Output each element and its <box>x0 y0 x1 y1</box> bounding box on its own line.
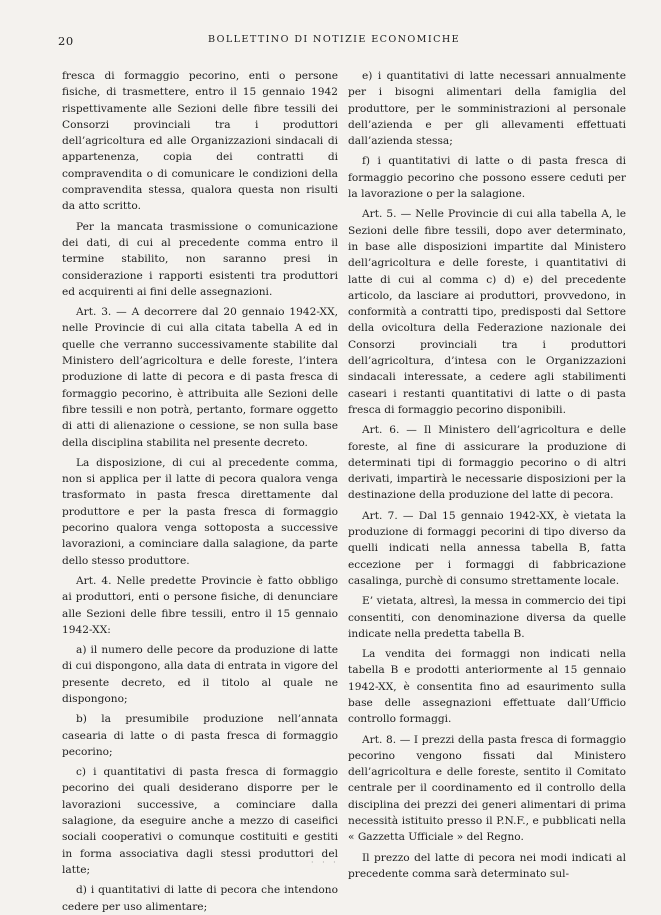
paragraph: fresca di formaggio pecorino, enti o persone fisiche, di trasmettere, entro il 15 gennaio 1942 rispettivamente alle Sezioni delle fibre tessili dei Consorzi provinciali tra i produttori dell’agricoltura ed alle Organizzazioni sindacali di appartenenza, copia dei contratti di compravendita o di comunicare le condizioni della compravendita stessa, qualora questa non risulti da atto scritto. <box>62 70 338 213</box>
scan-artifact: · · · <box>311 858 339 867</box>
paragraph: Il prezzo del latte di pecora nei modi indicati al precedente comma sarà determinato sul- <box>348 851 626 880</box>
list-item-d: d) i quantitativi di latte di pecora che intendono cedere per uso alimentare; <box>62 884 338 913</box>
list-item-f: f) i quantitativi di latte o di pasta fresca di formaggio pecorino che possono essere ceduti per la lavorazione o per la salagione. <box>348 155 626 201</box>
right-column <box>348 68 626 882</box>
running-title: BOLLETTINO DI NOTIZIE ECONOMICHE <box>208 34 460 45</box>
paragraph: E’ vietata, altresì, la messa in commercio dei tipi consentiti, con denominazione diversa da quelle indicate nella predetta tabella B. <box>348 595 626 640</box>
list-item-e: e) i quantitativi di latte necessari annualmente per i bisogni alimentari della famiglia del produttore, per le somministrazioni al personale dell’azienda e per gli allevamenti effettuati dall’azienda stessa; <box>348 70 626 148</box>
article-7: Art. 7. — Dal 15 gennaio 1942-XX, è vietata la produzione di formaggi pecorini di tipo diverso da quelli indicati nella annessa tabella B, fatta eccezione per i formaggi di fabbricazione casalinga, purchè di consumo strettamente locale. <box>348 509 626 587</box>
paragraph: La vendita dei formaggi non indicati nella tabella B e prodotti anteriormente al 15 gennaio 1942-XX, è consentita fino ad esaurimento sulla base delle assegnazioni effettuate dall’Ufficio controllo formaggi. <box>348 648 626 726</box>
left-column <box>62 68 338 915</box>
paragraph: Per la mancata trasmissione o comunicazione dei dati, di cui al precedente comma entro il termine stabilito, non saranno presi in considerazione i rapporti esistenti tra produttori ed acquirenti ai fini delle assegnazioni. <box>62 220 338 298</box>
article-8: Art. 8. — I prezzi della pasta fresca di formaggio pecorino vengono fissati dal Ministero dell’agricoltura e delle foreste, sentito il Comitato centrale per il coordinamento ed il controllo della disciplina dei prezzi dei generi alimentari di prima necessità istituito presso il P.N.F., e pubblicati nella « Gazzetta Ufficiale » del Regno. <box>348 733 626 844</box>
page-header <box>44 34 624 50</box>
page-number: 20 <box>58 34 74 48</box>
list-item-b: b) la presumibile produzione nell’annata casearia di latte o di pasta fresca di formaggio pecorino; <box>62 713 338 758</box>
list-item-c: c) i quantitativi di pasta fresca di formaggio pecorino dei quali desiderano disporre per le lavorazioni successive, a cominciare dalla salagione, da eseguire anche a mezzo di caseifici sociali cooperativi o comunque costituiti e gestiti in forma associativa dagli stessi produttori del latte; <box>62 766 338 876</box>
paragraph: La disposizione, di cui al precedente comma, non si applica per il latte di pecora qualora venga trasformato in pasta fresca direttamente dal produttore e per la pasta fresca di formaggio pecorino qualora venga sottoposta a successive lavorazioni, a cominciare dalla salagione, da parte dello stesso produttore. <box>62 456 338 567</box>
article-4: Art. 4. Nelle predette Provincie è fatto obbligo ai produttori, enti o persone fisiche, di denunciare alle Sezioni delle fibre tessili, entro il 15 gennaio 1942-XX: <box>62 574 338 636</box>
article-5: Art. 5. — Nelle Provincie di cui alla tabella A, le Sezioni delle fibre tessili, dopo aver determinato, in base alle disposizioni impartite dal Ministero dell’agricoltura e delle foreste, i quantitativi di latte di cui al comma c) d) e) del precedente articolo, da lasciare ai produttori, provvedono, in conformità a contratti tipo, predisposti dal Settore della ovicoltura della Federazione nazionale dei Consorzi provinciali tra i produttori dell’agricoltura, d’intesa con le Organizzazioni sindacali interessate, a cedere agli stabilimenti caseari i restanti quantitativi di latte o di pasta fresca di formaggio pecorino disponibili. <box>348 208 626 416</box>
list-item-a: a) il numero delle pecore da produzione di latte di cui dispongono, alla data di entrata in vigore del presente decreto, ed il titolo al quale ne dispongono; <box>62 644 338 705</box>
article-6: Art. 6. — Il Ministero dell’agricoltura e delle foreste, al fine di assicurare la produzione di determinati tipi di formaggio pecorino o di altri derivati, impartirà le necessarie disposizioni per la destinazione della produzione del latte di pecora. <box>348 424 626 502</box>
article-3: Art. 3. — A decorrere dal 20 gennaio 1942-XX, nelle Provincie di cui alla citata tabella A ed in quelle che verranno successivamente stabilite dal Ministero dell’agricoltura e delle foreste, l’intera produzione di latte di pecora e di pasta fresca di formaggio pecorino, è attribuita alle Sezioni delle fibre tessili e non potrà, pertanto, formare oggetto di atti di alienazione o cessione, se non sulla base della disciplina stabilita nel presente decreto. <box>62 306 338 449</box>
